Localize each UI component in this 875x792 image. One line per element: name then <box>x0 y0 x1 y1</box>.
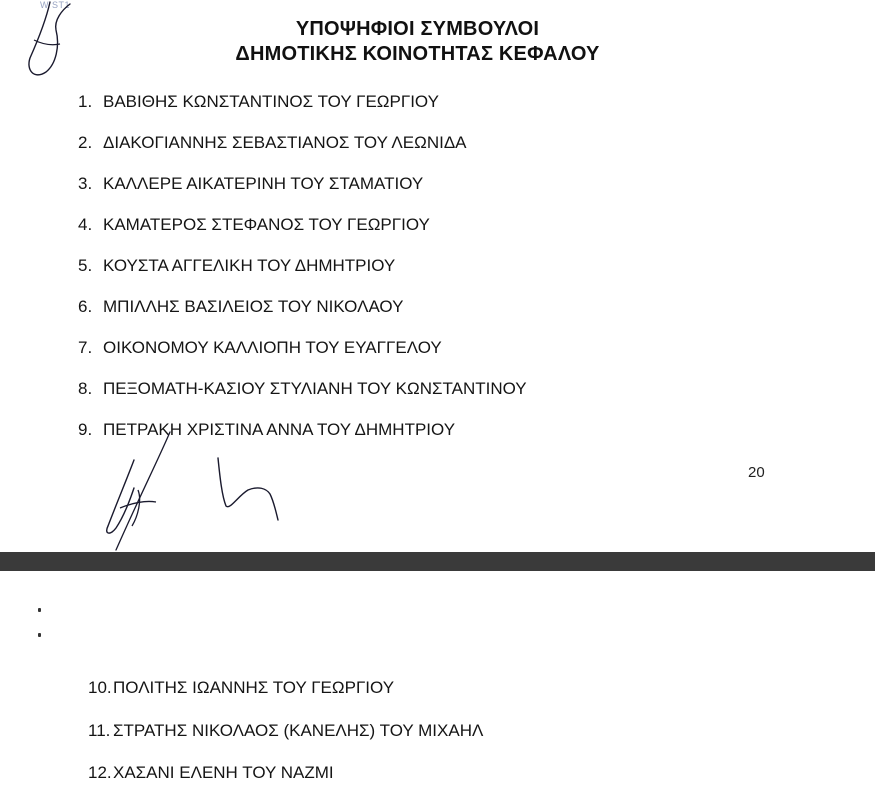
item-number: 10. <box>88 678 112 697</box>
candidate-name: ΣΤΡΑΤΗΣ ΝΙΚΟΛΑΟΣ (ΚΑΝΕΛΗΣ) ΤΟΥ ΜΙΧΑΗΛ <box>113 721 484 740</box>
candidate-item <box>88 678 394 698</box>
candidate-name: ΠΕΞΟΜΑΤΗ-ΚΑΣΙΟΥ ΣΤΥΛΙΑΝΗ ΤΟΥ ΚΩΝΣΤΑΝΤΙΝΟΥ <box>103 379 527 398</box>
stamp-mark: W ST1 <box>40 0 71 10</box>
document-page-2 <box>0 571 875 792</box>
candidate-item <box>88 763 334 783</box>
item-number: 5. <box>78 256 93 275</box>
page-number: 20 <box>748 464 765 481</box>
candidate-item <box>78 256 395 276</box>
item-number: 12. <box>88 763 112 782</box>
document-title-line-2: ΔΗΜΟΤΙΚΗΣ ΚΟΙΝΟΤΗΤΑΣ ΚΕΦΑΛΟΥ <box>235 43 600 65</box>
item-number: 1. <box>78 92 93 111</box>
document-title-line-1: ΥΠΟΨΗΦΙΟΙ ΣΥΜΒΟΥΛΟΙ <box>295 18 540 40</box>
candidate-name: ΟΙΚΟΝΟΜΟΥ ΚΑΛΛΙΟΠΗ ΤΟΥ ΕΥΑΓΓΕΛΟΥ <box>103 338 442 357</box>
candidate-item <box>78 338 442 358</box>
item-number: 11. <box>88 721 111 740</box>
candidate-item <box>78 215 430 235</box>
initials-signature-top-left <box>20 0 90 90</box>
candidate-name: ΒΑΒΙΘΗΣ ΚΩΝΣΤΑΝΤΙΝΟΣ ΤΟΥ ΓΕΩΡΓΙΟΥ <box>103 92 439 111</box>
candidate-name: ΠΕΤΡΑΚΗ ΧΡΙΣΤΙΝΑ ΑΝΝΑ ΤΟΥ ΔΗΜΗΤΡΙΟΥ <box>103 420 456 439</box>
candidate-item <box>78 133 467 153</box>
candidate-name: ΚΑΛΛΕΡΕ ΑΙΚΑΤΕΡΙΝΗ ΤΟΥ ΣΤΑΜΑΤΙΟΥ <box>103 174 424 193</box>
item-number: 3. <box>78 174 93 193</box>
item-number: 7. <box>78 338 93 357</box>
candidate-item <box>88 721 483 741</box>
candidate-item <box>78 92 439 112</box>
item-number: 9. <box>78 420 93 439</box>
scan-speck <box>38 608 41 612</box>
item-number: 8. <box>78 379 93 398</box>
signature-bottom-left <box>98 430 298 552</box>
candidate-name: ΚΑΜΑΤΕΡΟΣ ΣΤΕΦΑΝΟΣ ΤΟΥ ΓΕΩΡΓΙΟΥ <box>103 215 430 234</box>
item-number: 6. <box>78 297 93 316</box>
candidate-name: ΧΑΣΑΝΙ ΕΛΕΝΗ ΤΟΥ ΝΑΖΜΙ <box>113 763 334 782</box>
page-separator <box>0 552 875 571</box>
candidate-item <box>78 379 527 399</box>
candidate-name: ΚΟΥΣΤΑ ΑΓΓΕΛΙΚΗ ΤΟΥ ΔΗΜΗΤΡΙΟΥ <box>103 256 396 275</box>
candidate-item <box>78 174 423 194</box>
candidate-name: ΔΙΑΚΟΓΙΑΝΝΗΣ ΣΕΒΑΣΤΙΑΝΟΣ ΤΟΥ ΛΕΩΝΙΔΑ <box>103 133 467 152</box>
candidate-name: ΠΟΛΙΤΗΣ ΙΩΑΝΝΗΣ ΤΟΥ ΓΕΩΡΓΙΟΥ <box>113 678 395 697</box>
item-number: 2. <box>78 133 93 152</box>
candidate-item <box>78 297 403 317</box>
item-number: 4. <box>78 215 93 234</box>
candidate-name: ΜΠΙΛΛΗΣ ΒΑΣΙΛΕΙΟΣ ΤΟΥ ΝΙΚΟΛΑΟΥ <box>103 297 404 316</box>
scan-speck <box>38 633 41 637</box>
